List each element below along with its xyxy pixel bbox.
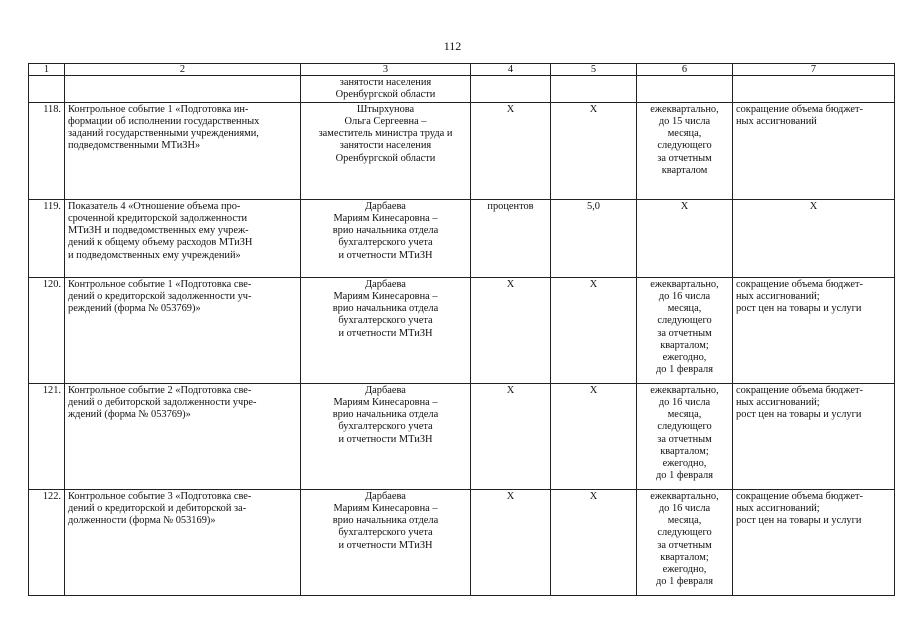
- name-line: заданий государственными учреждениями,: [68, 128, 259, 140]
- responsible-line: и отчетности МТиЗН: [338, 539, 433, 551]
- term-line: следующего: [657, 421, 712, 433]
- unit-text: Х: [506, 279, 515, 291]
- responsible-line: заместитель министра труда и: [318, 128, 453, 140]
- cell-term: [637, 200, 733, 278]
- name-line: Контрольное событие 2 «Подготовка све-: [68, 385, 252, 397]
- cell-value: [551, 384, 637, 490]
- term-line: до 1 февраля: [656, 363, 713, 375]
- responsible-line: Мариям Кинесаровна –: [333, 503, 438, 515]
- responsible-line: Мариям Кинесаровна –: [333, 291, 438, 303]
- cell-num: [29, 278, 65, 384]
- term-line: ежеквартально,: [650, 385, 719, 397]
- responsible-line: Оренбургской области: [335, 152, 436, 164]
- cell-responsible: [301, 384, 471, 490]
- responsible-line: врио начальника отдела: [332, 303, 439, 315]
- term-line: ежегодно,: [662, 457, 707, 469]
- name-line: дений о кредиторской задолженности уч-: [68, 291, 252, 303]
- risk-line: сокращение объема бюджет-: [736, 385, 863, 397]
- cell-name: [65, 76, 301, 103]
- value-text: 5,0: [587, 201, 600, 213]
- term-line: месяца,: [667, 409, 702, 421]
- cell-term: [637, 76, 733, 103]
- responsible-line: врио начальника отдела: [332, 515, 439, 527]
- unit-text: Х: [506, 491, 515, 503]
- term-line: ежегодно,: [662, 563, 707, 575]
- cell-name: [65, 200, 301, 278]
- row-number: 121.: [42, 385, 61, 397]
- unit-text: процентов: [487, 201, 534, 213]
- name-line: дений о дебиторской задолженности учре-: [68, 397, 257, 409]
- responsible-line: и отчетности МТиЗН: [338, 249, 433, 261]
- cell-unit: [471, 384, 551, 490]
- cell-risks: [733, 490, 895, 596]
- cell-name: [65, 103, 301, 200]
- term-line: кварталом: [661, 164, 708, 176]
- responsible-line: Дарбаева: [365, 201, 406, 213]
- row-number: 119.: [43, 201, 61, 213]
- responsible-line: врио начальника отдела: [332, 225, 439, 237]
- responsible-line: бухгалтерского учета: [338, 527, 433, 539]
- term-line: следующего: [657, 527, 712, 539]
- term-line: до 16 числа: [658, 397, 711, 409]
- header-cell: 2: [65, 64, 301, 76]
- name-line: Контрольное событие 1 «Подготовка ин-: [68, 104, 249, 116]
- page-number: 112: [443, 39, 462, 53]
- continuation-row: [29, 76, 895, 103]
- responsible-line: бухгалтерского учета: [338, 315, 433, 327]
- name-line: МТиЗН и подведомственных ему учреж-: [68, 225, 249, 237]
- table-row: [29, 490, 895, 596]
- cell-term: [637, 103, 733, 200]
- name-line: Контрольное событие 3 «Подготовка све-: [68, 491, 252, 503]
- responsible-line: Дарбаева: [365, 279, 406, 291]
- name-line: формации об исполнении государственных: [68, 116, 260, 128]
- cell-responsible: [301, 103, 471, 200]
- term-line: месяца,: [667, 303, 702, 315]
- cell-value: [551, 278, 637, 384]
- header-cell: 5: [551, 64, 637, 76]
- term-line: до 15 числа: [658, 116, 711, 128]
- header-row: [29, 64, 895, 76]
- responsible-line: Мариям Кинесаровна –: [333, 397, 438, 409]
- term-line: за отчетным: [657, 539, 712, 551]
- term-line: следующего: [657, 140, 712, 152]
- table-row: [29, 384, 895, 490]
- responsible-line: занятости населения: [339, 77, 432, 88]
- header-cell: 4: [471, 64, 551, 76]
- cell-value: [551, 200, 637, 278]
- row-number: 120.: [42, 279, 61, 291]
- responsible-line: Мариям Кинесаровна –: [333, 213, 438, 225]
- term-line: до 1 февраля: [656, 575, 713, 587]
- risk-line: сокращение объема бюджет-: [736, 279, 863, 291]
- value-text: Х: [589, 385, 598, 397]
- cell-unit: [471, 278, 551, 384]
- cell-value: [551, 490, 637, 596]
- name-line: долженности (форма № 053169)»: [68, 515, 216, 527]
- responsible-line: бухгалтерского учета: [338, 421, 433, 433]
- cell-value: [551, 103, 637, 200]
- cell-num: [29, 490, 65, 596]
- cell-num: [29, 200, 65, 278]
- table-row: [29, 278, 895, 384]
- term-line: ежеквартально,: [650, 279, 719, 291]
- table-row: [29, 200, 895, 278]
- responsible-line: и отчетности МТиЗН: [338, 327, 433, 339]
- risk-line: Х: [809, 201, 818, 213]
- cell-num: [29, 103, 65, 200]
- name-line: Контрольное событие 1 «Подготовка све-: [68, 279, 252, 291]
- term-line: месяца,: [667, 128, 702, 140]
- responsible-line: врио начальника отдела: [332, 409, 439, 421]
- cell-name: [65, 384, 301, 490]
- cell-unit: [471, 200, 551, 278]
- cell-name: [65, 278, 301, 384]
- term-line: за отчетным: [657, 433, 712, 445]
- cell-risks: [733, 76, 895, 103]
- risk-line: рост цен на товары и услуги: [736, 515, 862, 527]
- cell-risks: [733, 278, 895, 384]
- risk-line: ных ассигнований;: [736, 503, 820, 515]
- name-line: подведомственными МТиЗН»: [68, 140, 201, 152]
- responsible-line: Штырхунова: [356, 104, 415, 116]
- cell-term: [637, 490, 733, 596]
- header-cell: 1: [29, 64, 65, 76]
- cell-responsible: [301, 278, 471, 384]
- value-text: Х: [589, 491, 598, 503]
- term-line: за отчетным: [657, 327, 712, 339]
- responsible-line: Ольга Сергеевна –: [344, 116, 427, 128]
- risk-line: сокращение объема бюджет-: [736, 491, 863, 503]
- risk-line: сокращение объема бюджет-: [736, 104, 863, 116]
- cell-num: [29, 384, 65, 490]
- term-line: ежеквартально,: [650, 104, 719, 116]
- cell-responsible: [301, 200, 471, 278]
- unit-text: Х: [506, 104, 515, 116]
- responsible-line: и отчетности МТиЗН: [338, 433, 433, 445]
- risk-line: рост цен на товары и услуги: [736, 409, 862, 421]
- term-line: кварталом;: [660, 445, 709, 457]
- responsible-line: Дарбаева: [365, 385, 406, 397]
- cell-risks: [733, 200, 895, 278]
- responsible-line: бухгалтерского учета: [338, 237, 433, 249]
- header-cell: 7: [733, 64, 895, 76]
- term-line: месяца,: [667, 515, 702, 527]
- header-cell: 6: [637, 64, 733, 76]
- name-line: сроченной кредиторской задолженности: [68, 213, 248, 225]
- value-text: Х: [589, 104, 598, 116]
- term-line: кварталом;: [660, 551, 709, 563]
- term-line: кварталом;: [660, 339, 709, 351]
- term-line: ежеквартально,: [650, 491, 719, 503]
- cell-risks: [733, 103, 895, 200]
- cell-unit: [471, 490, 551, 596]
- risk-line: ных ассигнований;: [736, 291, 820, 303]
- cell-unit: [471, 103, 551, 200]
- name-line: дений к общему объему расходов МТиЗН: [68, 237, 253, 249]
- unit-text: Х: [506, 385, 515, 397]
- term-line: за отчетным: [657, 152, 712, 164]
- cell-unit: [471, 76, 551, 103]
- cell-risks: [733, 384, 895, 490]
- name-line: и подведомственных ему учреждений»: [68, 249, 241, 261]
- row-number: 118.: [43, 104, 61, 116]
- plan-table: [28, 63, 895, 596]
- term-line: Х: [680, 201, 689, 213]
- cell-name: [65, 490, 301, 596]
- term-line: до 16 числа: [658, 503, 711, 515]
- term-line: до 1 февраля: [656, 469, 713, 481]
- responsible-line: занятости населения: [339, 140, 432, 152]
- name-line: ждений (форма № 053769)»: [68, 409, 191, 421]
- cell-responsible: [301, 76, 471, 103]
- risk-line: ных ассигнований;: [736, 397, 820, 409]
- term-line: ежегодно,: [662, 351, 707, 363]
- header-cell: 3: [301, 64, 471, 76]
- name-line: реждений (форма № 053769)»: [68, 303, 201, 315]
- term-line: до 16 числа: [658, 291, 711, 303]
- responsible-line: Оренбургской области: [335, 89, 436, 101]
- cell-responsible: [301, 490, 471, 596]
- responsible-line: Дарбаева: [365, 491, 406, 503]
- risk-line: ных ассигнований: [736, 116, 817, 128]
- term-line: следующего: [657, 315, 712, 327]
- risk-line: рост цен на товары и услуги: [736, 303, 862, 315]
- row-number: 122.: [42, 491, 61, 503]
- value-text: Х: [589, 279, 598, 291]
- cell-value: [551, 76, 637, 103]
- cell-term: [637, 278, 733, 384]
- name-line: Показатель 4 «Отношение объема про-: [68, 201, 241, 213]
- cell-term: [637, 384, 733, 490]
- cell-num: [29, 76, 65, 103]
- name-line: дений о кредиторской и дебиторской за-: [68, 503, 247, 515]
- table-row: [29, 103, 895, 200]
